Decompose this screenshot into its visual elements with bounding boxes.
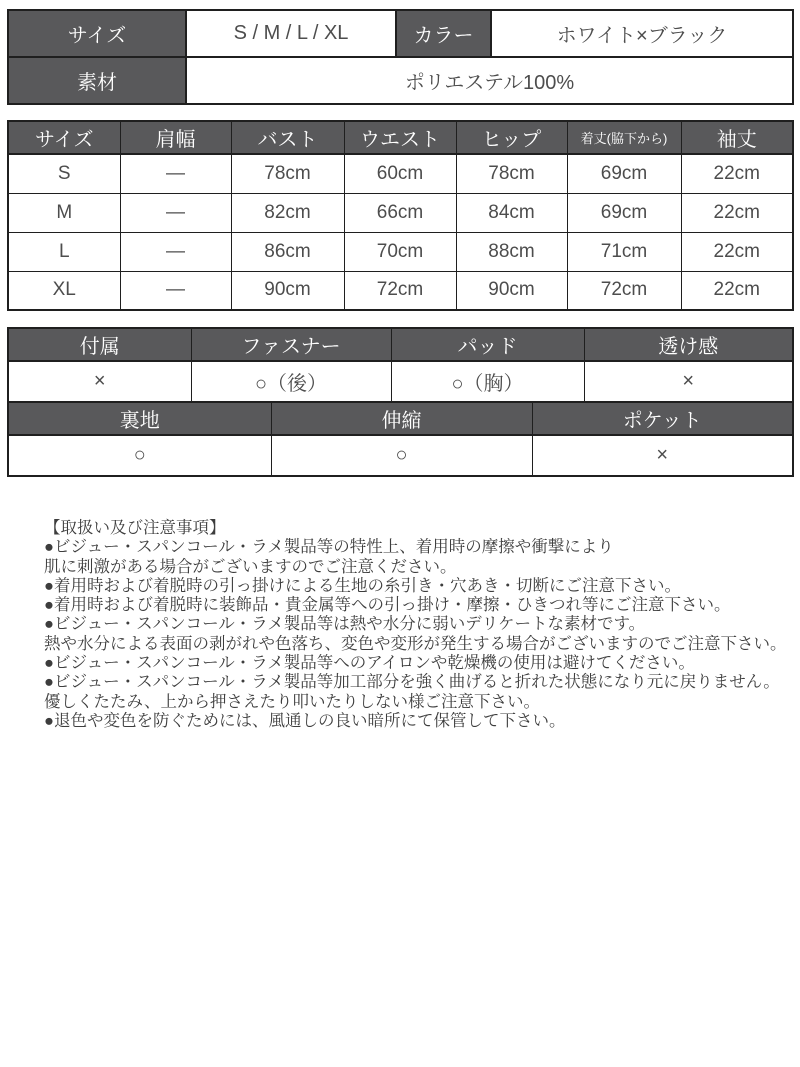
size-chart-row-s bbox=[8, 154, 793, 193]
col-header-bust: バスト bbox=[231, 121, 344, 154]
cell-waist: 70cm bbox=[344, 232, 456, 271]
spec-summary-row-2 bbox=[8, 57, 793, 104]
cell-hip: 84cm bbox=[456, 193, 567, 232]
notes-line: ●着用時および着脱時に装飾品・貴金属等への引っ掛け・摩擦・ひきつれ等にご注意下さい。 bbox=[44, 596, 731, 615]
cell-shoulder: — bbox=[120, 271, 231, 310]
cell-bust: 90cm bbox=[231, 271, 344, 310]
spec-summary-table bbox=[7, 9, 794, 105]
notes-line: ●着用時および着脱時の引っ掛けによる生地の糸引き・穴あき・切断にご注意下さい。 bbox=[44, 576, 681, 595]
cell-waist: 72cm bbox=[344, 271, 456, 310]
features-value-row-1 bbox=[8, 361, 793, 402]
header-pocket: ポケット bbox=[532, 402, 793, 435]
notes-title: 【取扱い及び注意事項】 bbox=[44, 519, 226, 537]
features-header-row-1 bbox=[8, 328, 793, 361]
cell-shoulder: — bbox=[120, 232, 231, 271]
size-chart-row-l bbox=[8, 232, 793, 271]
notes-line: ●ビジュー・スパンコール・ラメ製品等の特性上、着用時の摩擦や衝撃により bbox=[44, 538, 614, 557]
col-header-length: 着丈(脇下から) bbox=[567, 121, 681, 154]
features-header-row-2 bbox=[8, 402, 793, 435]
size-chart-header-row bbox=[8, 121, 793, 154]
care-notes bbox=[44, 519, 792, 731]
cell-size: M bbox=[8, 193, 120, 232]
spec-material-value: ポリエステル100% bbox=[186, 57, 793, 104]
size-chart-row-m bbox=[8, 193, 793, 232]
cell-length: 69cm bbox=[567, 154, 681, 193]
value-sheerness: × bbox=[584, 361, 793, 402]
spec-size-label: サイズ bbox=[8, 10, 186, 57]
cell-size: XL bbox=[8, 271, 120, 310]
cell-hip: 88cm bbox=[456, 232, 567, 271]
cell-waist: 66cm bbox=[344, 193, 456, 232]
header-sheerness: 透け感 bbox=[584, 328, 793, 361]
cell-bust: 82cm bbox=[231, 193, 344, 232]
cell-bust: 78cm bbox=[231, 154, 344, 193]
col-header-shoulder: 肩幅 bbox=[120, 121, 231, 154]
cell-length: 72cm bbox=[567, 271, 681, 310]
cell-length: 71cm bbox=[567, 232, 681, 271]
header-pad: パッド bbox=[391, 328, 584, 361]
cell-sleeve: 22cm bbox=[681, 271, 793, 310]
notes-line: ●ビジュー・スパンコール・ラメ製品等へのアイロンや乾燥機の使用は避けてください。 bbox=[44, 654, 695, 673]
cell-sleeve: 22cm bbox=[681, 154, 793, 193]
col-header-sleeve: 袖丈 bbox=[681, 121, 793, 154]
features-value-row-2 bbox=[8, 435, 793, 476]
col-header-waist: ウエスト bbox=[344, 121, 456, 154]
features-table-top bbox=[7, 327, 794, 403]
notes-line: 優しくたたみ、上から押さえたり叩いたりしない様ご注意下さい。 bbox=[44, 692, 540, 711]
header-stretch: 伸縮 bbox=[271, 402, 532, 435]
spec-color-value: ホワイト×ブラック bbox=[491, 10, 793, 57]
spec-color-label: カラー bbox=[396, 10, 491, 57]
cell-hip: 90cm bbox=[456, 271, 567, 310]
header-fastener: ファスナー bbox=[191, 328, 391, 361]
features-table-bottom bbox=[7, 401, 794, 477]
value-pocket: × bbox=[532, 435, 793, 476]
col-header-hip: ヒップ bbox=[456, 121, 567, 154]
spec-summary-row-1 bbox=[8, 10, 793, 57]
cell-shoulder: — bbox=[120, 193, 231, 232]
notes-line: ●ビジュー・スパンコール・ラメ製品等は熱や水分に弱いデリケートな素材です。 bbox=[44, 615, 646, 634]
notes-line: 熱や水分による表面の剥がれや色落ち、変色や変形が発生する場合がございますのでご注意下さい。 bbox=[44, 634, 787, 653]
value-stretch: ○ bbox=[271, 435, 532, 476]
size-chart-row-xl bbox=[8, 271, 793, 310]
header-accessory: 付属 bbox=[8, 328, 191, 361]
cell-waist: 60cm bbox=[344, 154, 456, 193]
cell-length: 69cm bbox=[567, 193, 681, 232]
notes-line: ●ビジュー・スパンコール・ラメ製品等加工部分を強く曲げると折れた状態になり元に戻りません。 bbox=[44, 673, 780, 692]
value-lining: ○ bbox=[8, 435, 271, 476]
cell-shoulder: — bbox=[120, 154, 231, 193]
notes-line: ●退色や変色を防ぐためには、風通しの良い暗所にて保管して下さい。 bbox=[44, 711, 566, 730]
col-header-size: サイズ bbox=[8, 121, 120, 154]
value-accessory: × bbox=[8, 361, 191, 402]
cell-hip: 78cm bbox=[456, 154, 567, 193]
value-fastener: ○（後） bbox=[191, 361, 391, 402]
header-lining: 裏地 bbox=[8, 402, 271, 435]
cell-sleeve: 22cm bbox=[681, 232, 793, 271]
cell-bust: 86cm bbox=[231, 232, 344, 271]
spec-material-label: 素材 bbox=[8, 57, 186, 104]
size-chart-table bbox=[7, 120, 794, 311]
cell-size: L bbox=[8, 232, 120, 271]
cell-size: S bbox=[8, 154, 120, 193]
spec-size-value: S / M / L / XL bbox=[186, 10, 396, 57]
value-pad: ○（胸） bbox=[391, 361, 584, 402]
notes-line: 肌に刺激がある場合がございますのでご注意ください。 bbox=[44, 557, 457, 576]
cell-sleeve: 22cm bbox=[681, 193, 793, 232]
